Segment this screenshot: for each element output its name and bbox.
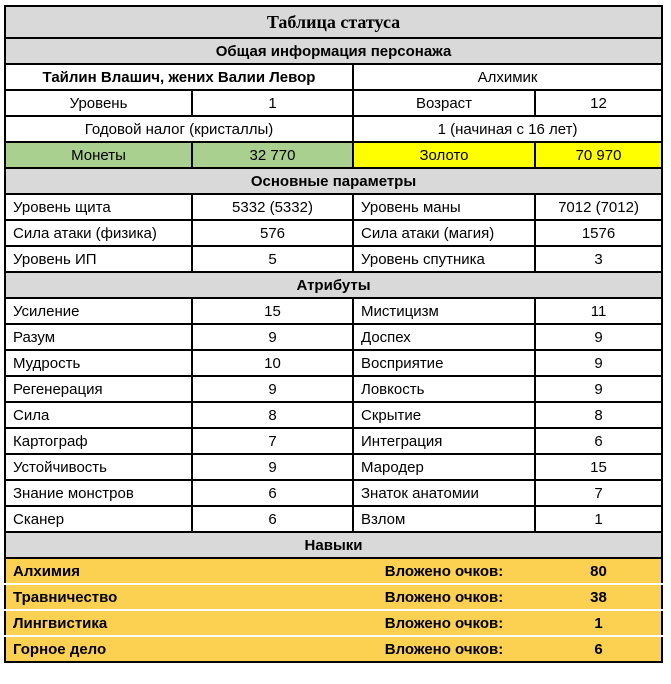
stat-label: Уровень маны xyxy=(353,194,535,220)
stat-label: Мародер xyxy=(353,454,535,480)
stat-value: 7 xyxy=(192,428,353,454)
stat-label: Интеграция xyxy=(353,428,535,454)
stat-label: Доспех xyxy=(353,324,535,350)
stat-label: Усиление xyxy=(5,298,192,324)
stat-value: 9 xyxy=(192,454,353,480)
section-header-general xyxy=(5,38,662,64)
stat-value: 5 xyxy=(192,246,353,272)
stat-row xyxy=(5,298,662,324)
skills-section xyxy=(5,532,662,558)
stat-value: 9 xyxy=(192,324,353,350)
stat-value: 7012 (7012) xyxy=(535,194,662,220)
stat-row xyxy=(5,246,662,272)
skill-name: Травничество xyxy=(5,584,353,610)
stat-label: Скрытие xyxy=(353,402,535,428)
section-header-attributes-label: Атрибуты xyxy=(5,272,662,298)
stat-label: Знание монстров xyxy=(5,480,192,506)
stat-value: 7 xyxy=(535,480,662,506)
stat-value: 3 xyxy=(535,246,662,272)
general-info-section xyxy=(5,6,662,194)
character-class: Алхимик xyxy=(353,64,662,90)
name-class-row xyxy=(5,64,662,90)
section-header-main-params-label: Основные параметры xyxy=(5,168,662,194)
stat-value: 6 xyxy=(535,428,662,454)
stat-value: 9 xyxy=(535,350,662,376)
stat-row xyxy=(5,480,662,506)
skill-points-label: Вложено очков: xyxy=(353,584,535,610)
character-name: Тайлин Влашич, жених Валии Левор xyxy=(5,64,353,90)
skill-points-label: Вложено очков: xyxy=(353,610,535,636)
skill-name: Горное дело xyxy=(5,636,353,662)
title-row xyxy=(5,6,662,38)
attributes-rows xyxy=(5,298,662,532)
stat-row xyxy=(5,454,662,480)
stat-row xyxy=(5,350,662,376)
status-table xyxy=(4,5,663,663)
stat-value: 9 xyxy=(535,324,662,350)
stat-value: 15 xyxy=(192,298,353,324)
stat-label: Знаток анатомии xyxy=(353,480,535,506)
stat-label: Мистицизм xyxy=(353,298,535,324)
stat-row xyxy=(5,194,662,220)
stat-value: 6 xyxy=(192,480,353,506)
skill-points-value: 1 xyxy=(535,610,662,636)
stat-label: Сила атаки (физика) xyxy=(5,220,192,246)
stat-row xyxy=(5,506,662,532)
skills-rows xyxy=(5,558,662,662)
stat-value: 11 xyxy=(535,298,662,324)
section-header-skills xyxy=(5,532,662,558)
age-value: 12 xyxy=(535,90,662,116)
skill-points-label: Вложено очков: xyxy=(353,558,535,584)
level-age-row xyxy=(5,90,662,116)
skill-name: Алхимия xyxy=(5,558,353,584)
coins-label: Монеты xyxy=(5,142,192,168)
stat-row xyxy=(5,428,662,454)
section-header-attributes xyxy=(5,272,662,298)
stat-row xyxy=(5,324,662,350)
stat-label: Мудрость xyxy=(5,350,192,376)
stat-row xyxy=(5,402,662,428)
stat-label: Уровень ИП xyxy=(5,246,192,272)
stat-label: Ловкость xyxy=(353,376,535,402)
tax-value: 1 (начиная с 16 лет) xyxy=(353,116,662,142)
attributes-section xyxy=(5,272,662,298)
skill-row xyxy=(5,558,662,584)
level-label: Уровень xyxy=(5,90,192,116)
page-title: Таблица статуса xyxy=(5,6,662,38)
skill-row xyxy=(5,584,662,610)
tax-row xyxy=(5,116,662,142)
tax-label: Годовой налог (кристаллы) xyxy=(5,116,353,142)
stat-row xyxy=(5,220,662,246)
stat-label: Картограф xyxy=(5,428,192,454)
stat-value: 8 xyxy=(192,402,353,428)
stat-value: 9 xyxy=(192,376,353,402)
stat-value: 15 xyxy=(535,454,662,480)
coins-value: 32 770 xyxy=(192,142,353,168)
section-header-skills-label: Навыки xyxy=(5,532,662,558)
stat-value: 8 xyxy=(535,402,662,428)
skill-points-value: 80 xyxy=(535,558,662,584)
stat-value: 1576 xyxy=(535,220,662,246)
stat-label: Устойчивость xyxy=(5,454,192,480)
stat-value: 6 xyxy=(192,506,353,532)
stat-value: 10 xyxy=(192,350,353,376)
stat-label: Взлом xyxy=(353,506,535,532)
skill-points-label: Вложено очков: xyxy=(353,636,535,662)
section-header-main-params xyxy=(5,168,662,194)
stat-value: 1 xyxy=(535,506,662,532)
skill-name: Лингвистика xyxy=(5,610,353,636)
stat-value: 9 xyxy=(535,376,662,402)
stat-value: 5332 (5332) xyxy=(192,194,353,220)
age-label: Возраст xyxy=(353,90,535,116)
stat-label: Разум xyxy=(5,324,192,350)
skill-points-value: 6 xyxy=(535,636,662,662)
stat-label: Сила xyxy=(5,402,192,428)
gold-label: Золото xyxy=(353,142,535,168)
stat-label: Восприятие xyxy=(353,350,535,376)
stat-label: Регенерация xyxy=(5,376,192,402)
stat-row xyxy=(5,376,662,402)
section-header-general-label: Общая информация персонажа xyxy=(5,38,662,64)
stat-label: Сканер xyxy=(5,506,192,532)
currency-row xyxy=(5,142,662,168)
skill-points-value: 38 xyxy=(535,584,662,610)
stat-label: Сила атаки (магия) xyxy=(353,220,535,246)
stat-label: Уровень спутника xyxy=(353,246,535,272)
gold-value: 70 970 xyxy=(535,142,662,168)
stat-value: 576 xyxy=(192,220,353,246)
skill-row xyxy=(5,610,662,636)
skill-row xyxy=(5,636,662,662)
main-params-rows xyxy=(5,194,662,272)
stat-label: Уровень щита xyxy=(5,194,192,220)
level-value: 1 xyxy=(192,90,353,116)
